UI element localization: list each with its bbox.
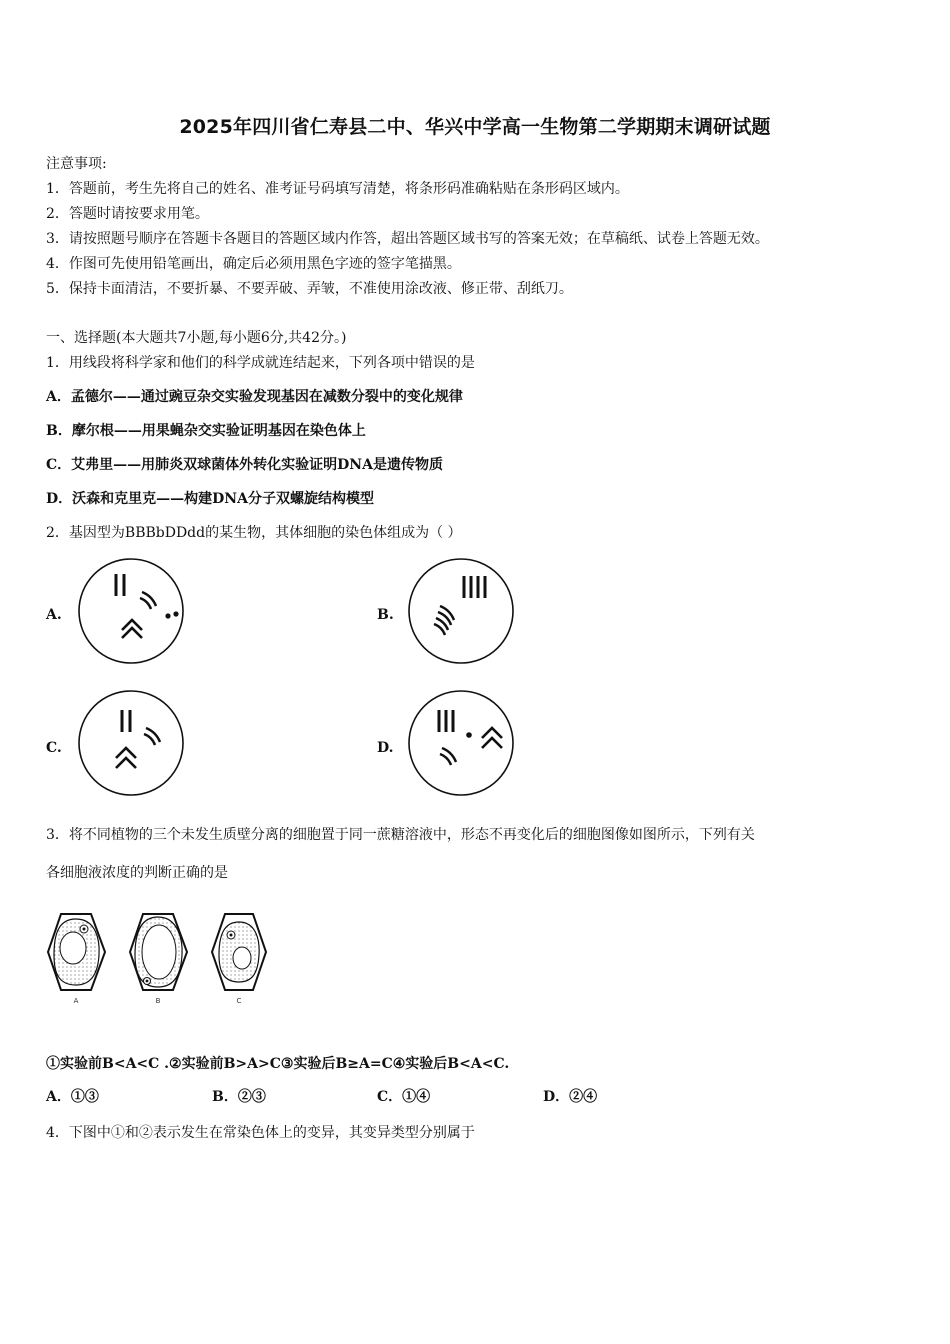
q2-cell-a-diagram	[76, 556, 186, 666]
q1-option-d: D．沃森和克里克——构建DNA分子双螺旋结构模型	[46, 491, 374, 507]
note-item: 4．作图可先使用铅笔画出，确定后必须用黑色字迹的签字笔描黑。	[46, 256, 461, 272]
question-2-stem: 2．基因型为BBBbDDdd的某生物，其体细胞的染色体组成为（ ）	[46, 525, 462, 541]
note-item: 5．保持卡面清洁，不要折暴、不要弄破、弄皱，不准使用涂改液、修正带、刮纸刀。	[46, 281, 573, 297]
q2-label-c: C.	[46, 740, 62, 756]
q3-answer-b: B．②③	[212, 1089, 266, 1105]
q2-cell-d-diagram	[406, 688, 516, 798]
cell-c	[212, 914, 266, 990]
q1-option-b: B．摩尔根——用果蝇杂交实验证明基因在染色体上	[46, 423, 366, 439]
q2-cell-c-diagram	[76, 688, 186, 798]
q3-statements: ①实验前B<A<C .②实验前B>A>C③实验后B≥A=C④实验后B<A<C.	[46, 1056, 510, 1072]
q2-cell-b-diagram	[406, 556, 516, 666]
q1-option-c: C．艾弗里——用肺炎双球菌体外转化实验证明DNA是遗传物质	[46, 457, 443, 473]
section-heading: 一、选择题(本大题共7小题,每小题6分,共42分。)	[46, 330, 347, 346]
q3-answer-c: C．①④	[377, 1089, 431, 1105]
note-item: 1．答题前，考生先将自己的姓名、准考证号码填写清楚，将条形码准确粘贴在条形码区域内。	[46, 181, 629, 197]
q2-label-d: D.	[377, 740, 394, 756]
question-3-stem-line1: 3．将不同植物的三个未发生质壁分离的细胞置于同一蔗糖溶液中，形态不再变化后的细胞图像如图所示，下列有关	[46, 827, 755, 843]
page-title: 2025年四川省仁寿县二中、华兴中学高一生物第二学期期末调研试题	[179, 116, 771, 138]
question-3-stem-line2: 各细胞液浓度的判断正确的是	[46, 865, 228, 881]
plant-cells-figure	[46, 910, 276, 1010]
q2-label-a: A.	[46, 607, 62, 623]
note-item: 3．请按照题号顺序在答题卡各题目的答题区域内作答，超出答题区域书写的答案无效；在草稿纸、试卷上答题无效。	[46, 231, 769, 247]
cell-c-label: C	[236, 997, 242, 1005]
cell-a	[48, 914, 105, 990]
note-item: 2．答题时请按要求用笔。	[46, 206, 209, 222]
notes-heading: 注意事项:	[46, 156, 107, 172]
question-4-stem: 4．下图中①和②表示发生在常染色体上的变异，其变异类型分别属于	[46, 1125, 475, 1141]
q3-answer-d: D．②④	[543, 1089, 598, 1105]
q3-answer-a: A．①③	[46, 1089, 99, 1105]
q2-label-b: B.	[377, 607, 394, 623]
cell-a-label: A	[73, 997, 79, 1005]
q1-option-a: A．孟德尔——通过豌豆杂交实验发现基因在减数分裂中的变化规律	[46, 389, 463, 405]
cell-b	[130, 914, 187, 990]
question-1-stem: 1．用线段将科学家和他们的科学成就连结起来，下列各项中错误的是	[46, 355, 475, 371]
cell-b-label: B	[155, 997, 161, 1005]
